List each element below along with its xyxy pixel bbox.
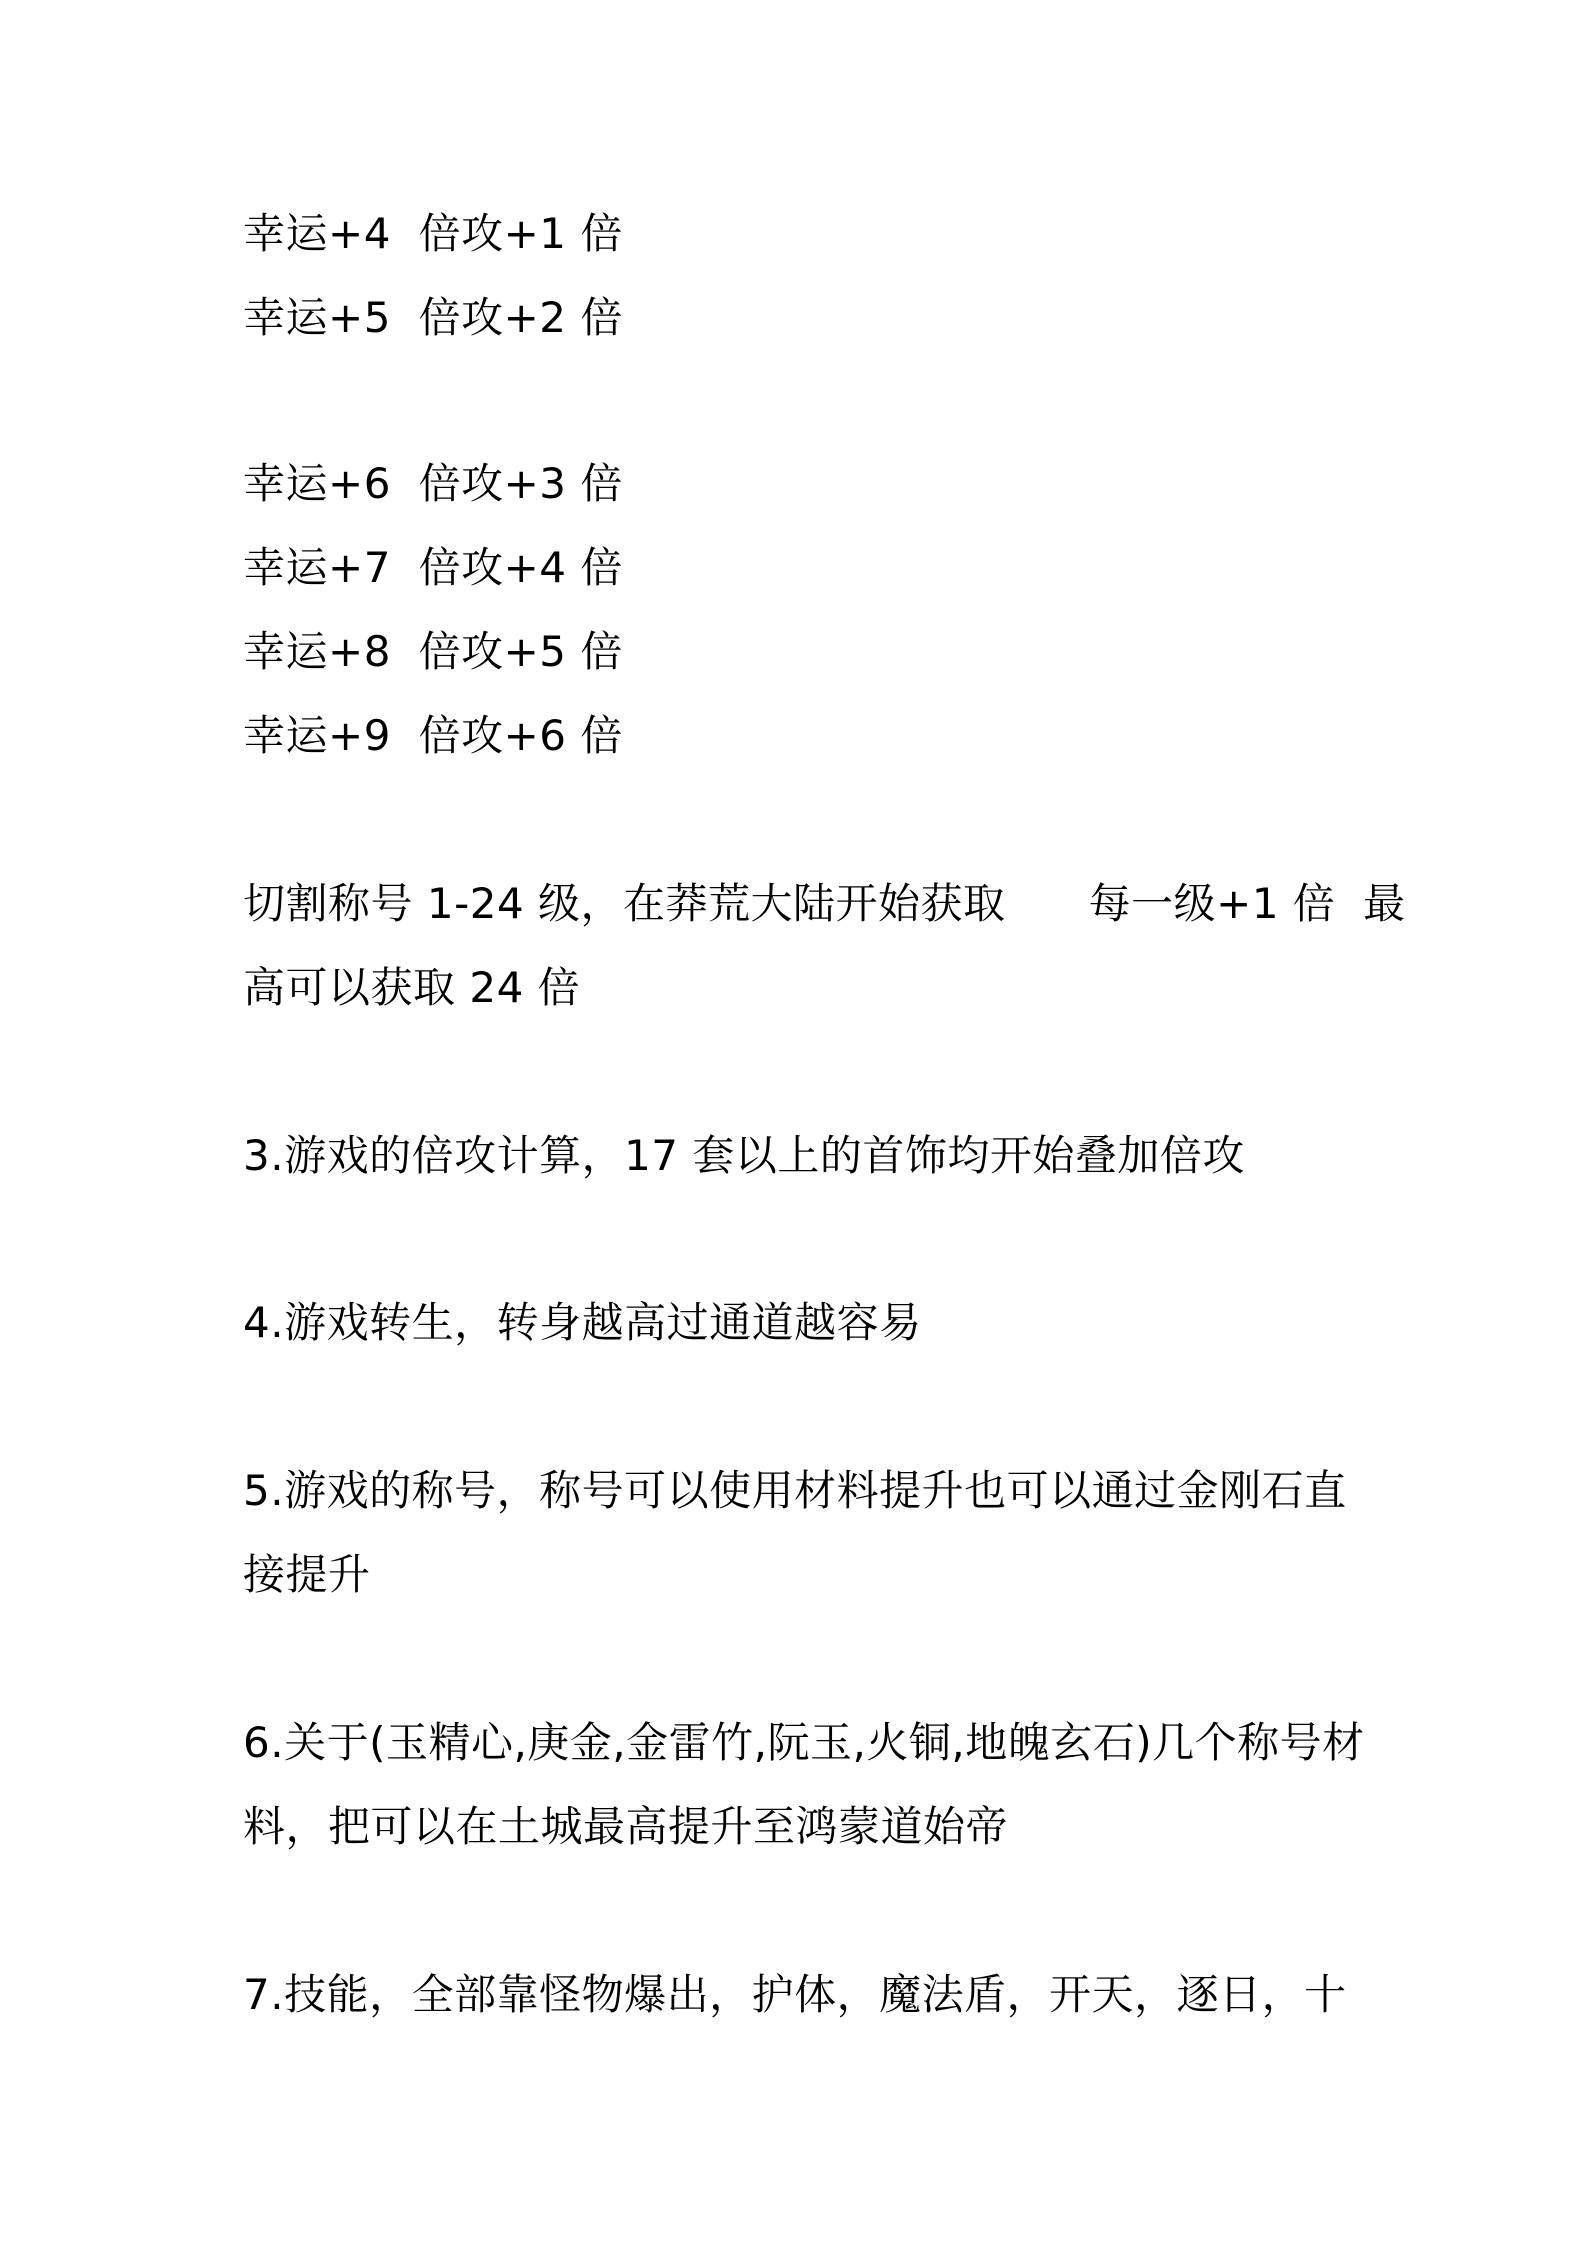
text-line-luck-7: 幸运+7 倍攻+4 倍: [243, 543, 623, 592]
text-line-luck-9: 幸运+9 倍攻+6 倍: [243, 711, 623, 760]
text-line-luck-8: 幸运+8 倍攻+5 倍: [243, 627, 623, 676]
text-line-item-7: 7.技能，全部靠怪物爆出，护体，魔法盾，开天，逐日，十: [243, 1970, 1347, 2019]
text-line-luck-5: 幸运+5 倍攻+2 倍: [243, 293, 623, 342]
text-line-item-6-cont: 料，把可以在土城最高提升至鸿蒙道始帝: [243, 1802, 1009, 1851]
text-line-item-5: 5.游戏的称号，称号可以使用材料提升也可以通过金刚石直: [243, 1466, 1347, 1515]
text-line-luck-6: 幸运+6 倍攻+3 倍: [243, 459, 623, 508]
text-line-item-6: 6.关于(玉精心,庚金,金雷竹,阮玉,火铜,地魄玄石)几个称号材: [243, 1718, 1365, 1767]
text-line-item-4: 4.游戏转生，转身越高过通道越容易: [243, 1298, 922, 1347]
text-line-title-info-cont: 高可以获取 24 倍: [243, 963, 581, 1012]
text-line-item-3: 3.游戏的倍攻计算，17 套以上的首饰均开始叠加倍攻: [243, 1131, 1245, 1180]
text-line-luck-4: 幸运+4 倍攻+1 倍: [243, 209, 623, 258]
text-line-item-5-cont: 接提升: [243, 1550, 371, 1599]
text-line-title-info: 切割称号 1-24 级，在莽荒大陆开始获取 每一级+1 倍 最: [243, 879, 1406, 928]
